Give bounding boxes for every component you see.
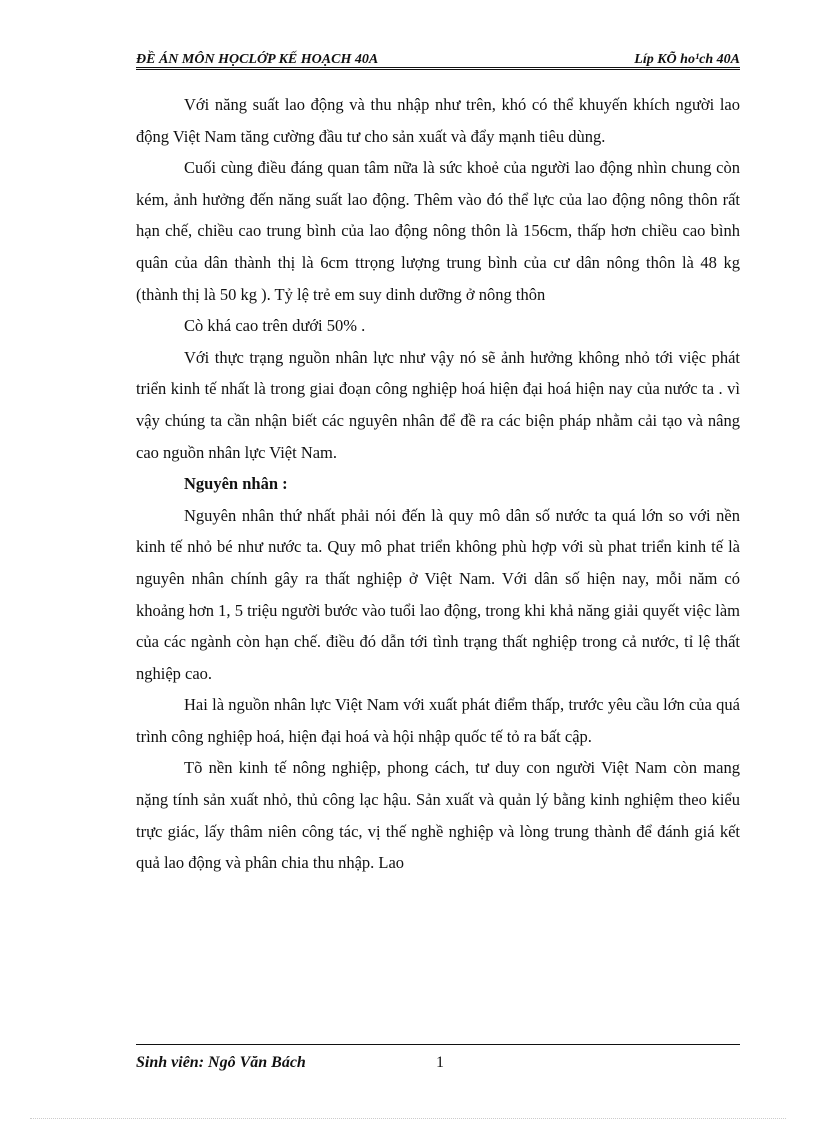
paragraph: Hai là nguồn nhân lực Việt Nam với xuất phát điểm thấp, trước yêu cầu lớn của quá trình công nghiệp hoá, hiện đại hoá và hội nhập quốc tế tỏ ra bất cập.: [136, 695, 740, 746]
header-class-name: Líp KÕ ho¹ch 40A: [634, 52, 740, 67]
paragraph: Với năng suất lao động và thu nhập như trên, khó có thể khuyến khích người lao động Việt Nam tăng cường đầu tư cho sản xuất và đẩy mạnh tiêu dùng.: [136, 95, 740, 146]
page-number: 1: [436, 1054, 444, 1071]
page-footer: [136, 1040, 740, 1084]
header-course-title: ĐỀ ÁN MÔN HỌCLỚP KẾ HOẠCH 40A: [136, 52, 379, 67]
header-divider: [136, 67, 740, 70]
page-header: [136, 48, 740, 70]
paragraph: Với thực trạng nguồn nhân lực như vậy nó sẽ ảnh hưởng không nhỏ tới việc phát triển kinh tế nhất là trong giai đoạn công nghiệp hoá hiện đại hoá hiện nay của nước ta . vì vậy chúng ta cần nhận biết các nguyên nhân để đề ra các biện pháp nhằm cải tạo và nâng cao nguồn nhân lực Việt Nam.: [136, 347, 740, 462]
paragraph: Cò khá cao trên dưới 50% .: [184, 316, 366, 336]
document-body: [136, 89, 740, 879]
paragraph: Nguyên nhân thứ nhất phải nói đến là quy mô dân số nước ta quá lớn so với nền kinh tế nhỏ bé như nước ta. Quy mô phat triển không phù hợp với sù phat triển kinh tế là nguyên nhân chính gây ra thất nghiệp ở Việt Nam. Với dân số hiện nay, mỗi năm có khoảng hơn 1, 5 triệu người bước vào tuổi lao động, trong khi khả năng giải quyết việc làm của các ngành còn hạn chế. điều đó dẫn tới tình trạng thất nghiệp trong cả nước, tỉ lệ thất nghiệp cao.: [136, 505, 740, 683]
section-heading: Nguyên nhân :: [184, 474, 288, 494]
footer-student-name: Sinh viên: Ngô Văn Bách: [136, 1054, 306, 1071]
paragraph: Tõ nền kinh tế nông nghiệp, phong cách, tư duy con người Việt Nam còn mang nặng tính sản xuất nhỏ, thủ công lạc hậu. Sản xuất và quản lý bằng kinh nghiệm theo kiểu trực giác, lấy thâm niên công tác, vị thế nghề nghiệp và lòng trung thành để đánh giá kết quả lao động và phân chia thu nhập. Lao: [136, 758, 740, 873]
paragraph: Cuối cùng điều đáng quan tâm nữa là sức khoẻ của người lao động nhìn chung còn kém, ảnh hưởng đến năng suất lao động. Thêm vào đó thể lực của lao động nông thôn rất hạn chế, chiều cao trung bình của lao động nông thôn là 156cm, thấp hơn chiều cao bình quân của dân thành thị là 6cm ttrọng lượng trung bình của cư dân nông thôn là 48 kg (thành thị là 50 kg ). Tỷ lệ trẻ em suy dinh dưỡng ở nông thôn: [136, 158, 740, 304]
footer-divider: [136, 1044, 740, 1045]
page-bottom-edge: [30, 1118, 786, 1119]
